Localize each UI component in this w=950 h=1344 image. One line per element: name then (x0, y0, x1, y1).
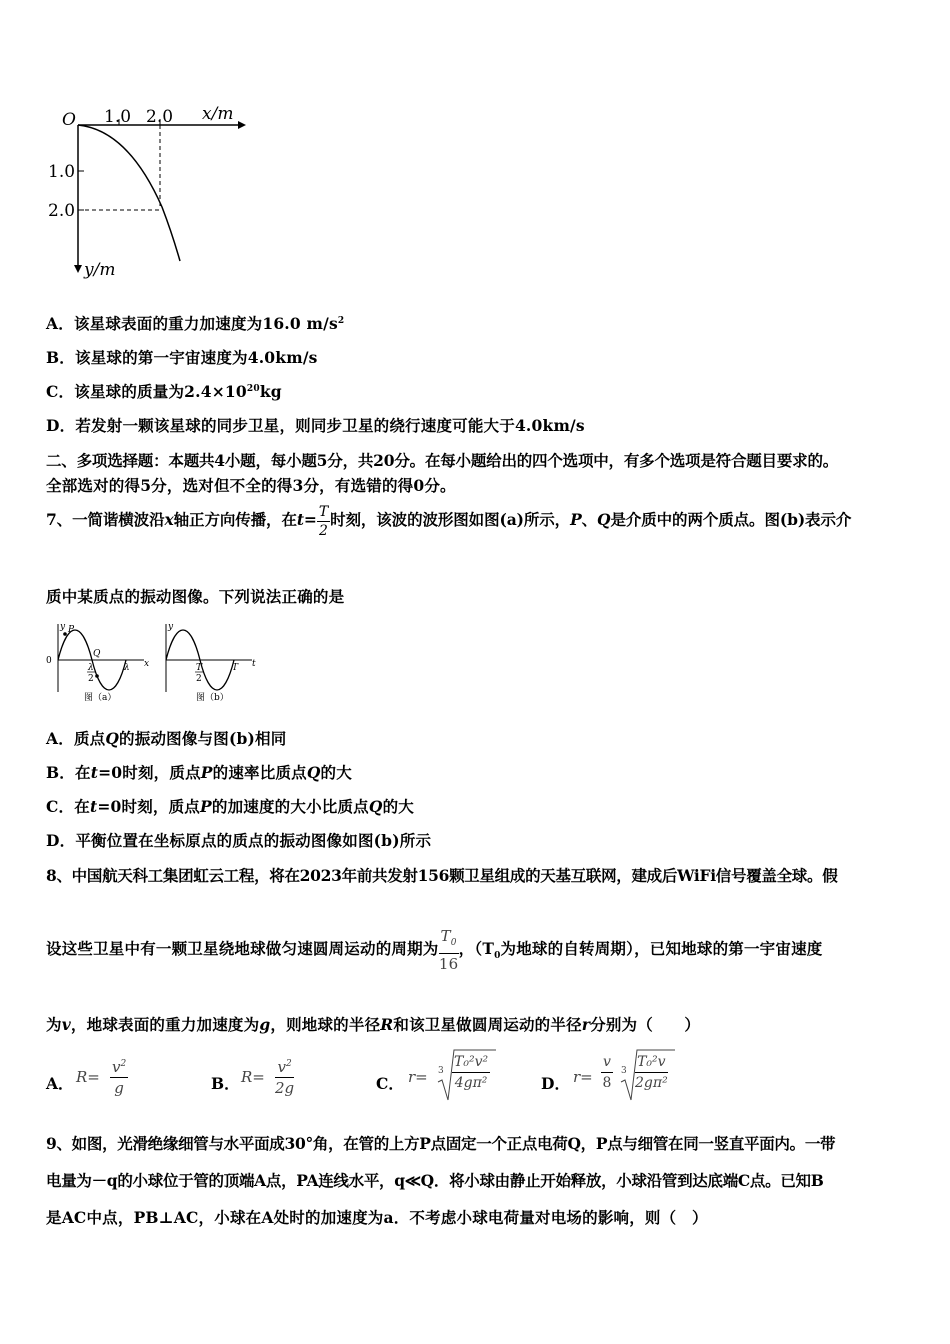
fraction-denominator: g (114, 1079, 124, 1097)
q7-option-c (46, 795, 414, 817)
q8-text: 和该卫星做圆周运动的半径 (393, 1015, 582, 1034)
fraction-numerator: T₀²v (635, 1052, 668, 1073)
option-text: =0时刻，质点 (97, 797, 201, 816)
fig-a-y-label: y (60, 622, 66, 632)
q9-stem-line2: 电量为－q的小球位于管的顶端A点，PA连线水平，q≪Q．将小球由静止开始释放，小球沿管到达底端C点。已知B (46, 1171, 824, 1190)
fig-a-x-label: x (144, 659, 150, 669)
y-tick-label-2: 2.0 (48, 201, 76, 221)
q8-stem-line2 (46, 926, 822, 972)
option-formula (241, 1068, 265, 1086)
fraction-sup: 2 (120, 1059, 127, 1069)
fraction-denominator: 4gπ² (454, 1075, 488, 1091)
fig-a-point-q (95, 674, 99, 678)
x-tick-label-1: 1.0 (104, 107, 132, 127)
x-tick-label-2: 2.0 (146, 107, 174, 127)
q9-stem-line3: 是AC中点，PB⊥AC，小球在A处时的加速度为a．不考虑小球电荷量对电场的影响，则（ ） (46, 1208, 708, 1227)
option-text: 的大 (320, 763, 352, 782)
fig-b-t-label: t (252, 659, 256, 669)
q8-option-c (376, 1046, 526, 1106)
option-key: B． (46, 348, 76, 367)
fig-b-y-label: y (168, 622, 174, 632)
trajectory-curve (78, 125, 180, 261)
q7-stem-line1 (46, 500, 851, 540)
q7-option-b (46, 761, 352, 783)
q6-option-d (46, 414, 585, 436)
option-key: B． (46, 763, 76, 782)
option-text: 在 (74, 797, 90, 816)
fig-b-t-half-num: T (196, 663, 203, 673)
formula-eq: = (415, 1068, 428, 1086)
root-index: 3 (621, 1066, 627, 1076)
wave-figure-a (44, 620, 154, 704)
fig-a-zero: 0 (46, 656, 52, 666)
option-formula (408, 1068, 428, 1086)
q7-text: 7、一简谐横波沿 (46, 510, 165, 529)
option-fraction (275, 1054, 294, 1098)
q8-text: ，地球表面的重力加速度为 (70, 1015, 260, 1034)
x-axis-arrow (238, 121, 246, 129)
option-var: t (90, 763, 99, 782)
fraction-numerator: v (112, 1058, 121, 1076)
formula-eq: = (580, 1068, 593, 1086)
option-fraction (110, 1054, 128, 1098)
q7-time-fraction (317, 503, 330, 540)
option-coefficient (601, 1052, 613, 1093)
option-formula (76, 1068, 100, 1086)
option-text: 质点 (73, 729, 106, 748)
option-text: 该星球表面的重力加速度为16.0 m/s (73, 314, 338, 333)
q8-var-g: g (259, 1015, 271, 1034)
fig-b-period: T (232, 663, 239, 673)
fig-b-t-half-den: 2 (196, 674, 202, 684)
option-key: D． (46, 831, 76, 850)
q7-text: 时刻，该波的波形图如图(a)所示， (330, 510, 571, 529)
q7-text: 是介质中的两个质点。图(b)表示介 (610, 510, 852, 529)
option-text: =0时刻，质点 (98, 763, 201, 782)
option-var: Q (306, 763, 321, 782)
fig-a-caption: 图（a） (84, 693, 117, 703)
fraction-numerator: v (277, 1058, 286, 1076)
option-text: 该星球的质量为2.4×10 (74, 382, 247, 401)
fraction-numerator-sub: 0 (450, 938, 457, 948)
fraction-denominator: 2 (319, 522, 328, 539)
fig-a-q-label: Q (93, 649, 101, 659)
option-text: 平衡位置在坐标原点的质点的振动图像如图(b)所示 (75, 831, 432, 850)
q8-var-v: v (61, 1015, 71, 1034)
q8-stem-line1: 8、中国航天科工集团虹云工程，将在2023年前共发射156颗卫星组成的天基互联网，建成后WiFi信号覆盖全球。假 (46, 866, 838, 885)
q8-sub: 0 (494, 951, 501, 962)
option-text: 在 (75, 763, 91, 782)
y-tick-label-1: 1.0 (48, 162, 76, 182)
q6-option-a (46, 312, 344, 334)
fraction-numerator: v (601, 1052, 613, 1073)
q8-stem-line3 (46, 1013, 700, 1035)
trajectory-graph (40, 95, 260, 285)
fig-a-p-label: P (68, 625, 75, 635)
section2-line2: 全部选对的得5分，选对但不全的得3分，有选错的得0分。 (46, 476, 456, 495)
option-sup: 20 (246, 383, 260, 394)
section2-line1: 二、多项选择题：本题共4小题，每小题5分，共20分。在每小题给出的四个选项中，有多个选项是符合题目要求的。 (46, 451, 839, 470)
option-var: P (200, 797, 212, 816)
option-key: A． (46, 729, 74, 748)
fig-b-caption: 图（b） (196, 693, 229, 703)
option-text: 的大 (382, 797, 414, 816)
fraction-numerator: T (440, 927, 451, 945)
wave-figure-b (156, 620, 266, 704)
q7-option-d (46, 829, 431, 851)
option-text: 的振动图像与图(b)相同 (119, 729, 287, 748)
fraction-numerator: T (318, 503, 329, 520)
option-key: D． (541, 1074, 570, 1093)
option-key: A． (46, 1074, 74, 1093)
q8-text: 为地球的自转周期），已知地球的第一宇宙速度 (500, 939, 823, 958)
fig-a-lambda-half-num: λ (88, 663, 94, 673)
option-key: C． (46, 382, 75, 401)
option-key: C． (46, 797, 75, 816)
formula-eq: = (252, 1068, 265, 1086)
option-formula (573, 1068, 593, 1086)
q9-stem-line1: 9、如图，光滑绝缘细管与水平面成30°角，在管的上方P点固定一个正点电荷Q，P点与细管在同一竖直平面内。一带 (46, 1134, 836, 1153)
q8-text: 为 (46, 1015, 62, 1034)
q7-var-x: x (164, 510, 174, 529)
x-axis-label: x/m (202, 104, 234, 124)
q7-stem-line2: 质中某质点的振动图像。下列说法正确的是 (46, 587, 345, 606)
option-key: D． (46, 416, 76, 435)
formula-eq: = (87, 1068, 100, 1086)
q8-option-d (541, 1046, 701, 1106)
formula-lhs: r (408, 1068, 416, 1086)
q7-var-t: t= (296, 510, 317, 529)
option-var: Q (368, 797, 383, 816)
fig-a-lambda-half-den: 2 (88, 674, 94, 684)
q8-text: ，则地球的半径 (270, 1015, 381, 1034)
fraction-sup: 2 (285, 1059, 292, 1069)
fraction-denominator: 2g (275, 1079, 295, 1097)
option-var: P (200, 763, 213, 782)
q7-var-q: Q (597, 510, 611, 529)
fig-a-lambda: λ (124, 663, 130, 673)
option-key: A． (46, 314, 74, 333)
q8-text: ，（T (458, 939, 495, 958)
option-key: B． (211, 1074, 240, 1093)
q7-text: 、 (581, 510, 598, 529)
q7-text: 轴正方向传播，在 (173, 510, 297, 529)
fig-a-point-p (63, 632, 67, 636)
option-fraction (452, 1052, 490, 1093)
formula-lhs: R (76, 1068, 88, 1086)
option-text: 的速率比质点 (212, 763, 307, 782)
formula-lhs: r (573, 1068, 581, 1086)
fraction-denominator: 2gπ² (635, 1075, 668, 1091)
option-sup: 2 (337, 315, 345, 326)
q7-var-p: P (570, 510, 582, 529)
option-fraction (635, 1052, 668, 1093)
y-axis-arrow (74, 265, 82, 273)
option-var: t (89, 797, 98, 816)
option-text: 若发射一颗该星球的同步卫星，则同步卫星的绕行速度可能大于4.0km/s (75, 416, 585, 435)
root-index: 3 (438, 1066, 444, 1076)
option-tail: kg (259, 382, 282, 401)
q8-period-fraction (439, 926, 459, 974)
option-text: 该星球的第一宇宙速度为4.0km/s (75, 348, 318, 367)
option-text: 的加速度的大小比质点 (211, 797, 369, 816)
q6-option-b (46, 346, 318, 368)
q8-text: 设这些卫星中有一颗卫星绕地球做匀速圆周运动的周期为 (46, 939, 439, 958)
formula-lhs: R (241, 1068, 253, 1086)
origin-label: O (62, 110, 76, 130)
option-key: C． (376, 1074, 404, 1093)
fraction-numerator: T₀²v² (452, 1052, 490, 1073)
q6-option-c (46, 380, 282, 402)
q8-var-r: r (581, 1015, 591, 1034)
q7-option-a (46, 727, 286, 749)
fraction-denominator: 8 (602, 1075, 612, 1091)
option-var: Q (105, 729, 120, 748)
q8-var-r-big: R (380, 1015, 394, 1034)
fraction-denominator: 16 (438, 955, 459, 973)
y-axis-label: y/m (84, 260, 116, 280)
q8-text: 分别为（ ） (590, 1015, 701, 1034)
